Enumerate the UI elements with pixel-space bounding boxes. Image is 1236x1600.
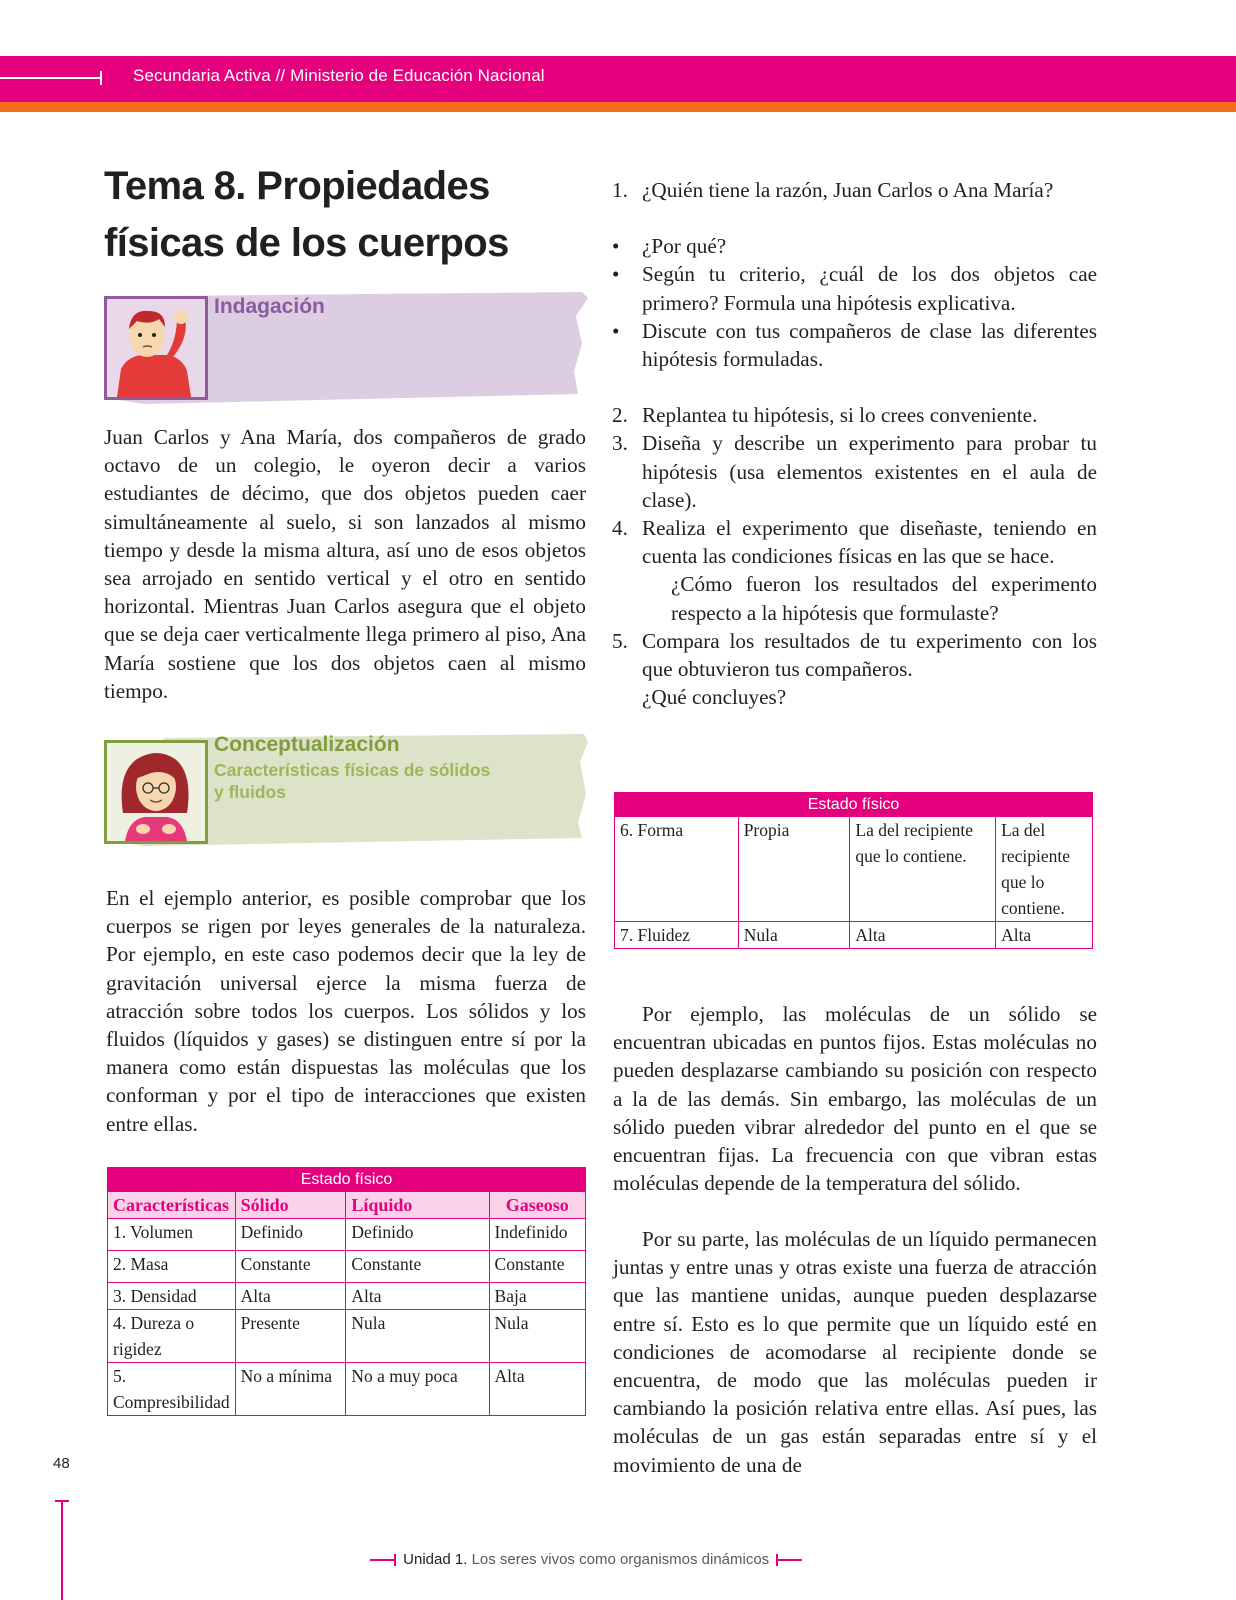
question-text: Diseña y describe un experimento para probar tu hipótesis (usa elementos existentes en el aula de clase). (642, 431, 1097, 512)
table-cell: Indefinido (489, 1219, 585, 1251)
indagacion-label: Indagación (214, 295, 325, 318)
footer-bar-right (778, 1559, 802, 1561)
table-row (108, 1219, 586, 1251)
table-cell: 5. Compresibilidad (108, 1363, 236, 1416)
question-5-followup: ¿Qué concluyes? (642, 685, 787, 710)
table-row (108, 1363, 586, 1416)
table1-header: Sólido (235, 1192, 346, 1219)
table1-header-row (108, 1192, 586, 1219)
question-3 (612, 429, 1097, 514)
footer-text: Los seres vivos como organismos dinámicos (471, 1551, 770, 1568)
table-cell: Constante (489, 1251, 585, 1283)
question-number: 2. (612, 403, 628, 428)
question-text: ¿Quién tiene la razón, Juan Carlos o Ana María? (642, 178, 1054, 202)
boy-thinking-illustration (104, 296, 208, 400)
table-cell: Alta (850, 922, 996, 949)
margin-line (61, 1500, 63, 1600)
header-tick (100, 71, 102, 85)
question-text: Realiza el experimento que diseñaste, teniendo en cuenta las condiciones físicas en las que se hace. (642, 516, 1097, 569)
table1-caption: Estado físico (108, 1168, 586, 1192)
table-cell: No a muy poca (346, 1363, 489, 1416)
table-cell: Constante (346, 1251, 489, 1283)
page-title (104, 158, 584, 272)
table-cell: Nula (489, 1310, 585, 1363)
indagacion-banner (104, 286, 588, 406)
right-paragraph-2: Por su parte, las moléculas de un líquido permanecen juntas y entre unas y otras existe una fuerza de atracción que las mantiene unidas, aunque pueden desplazarse entre sí. Esto es lo que permite que un líquido esté en condiciones de acomodarse al recipiente donde se encuentra, de modo que las moléculas pueden ir cambiando la posición relativa entre ellas. Así pues, las moléculas de un gas están separadas entre sí y el movimiento de una de (613, 1227, 1097, 1477)
girl-illustration (104, 740, 208, 844)
question-2 (612, 401, 1097, 429)
table2-caption: Estado físico (615, 793, 1093, 817)
bullet-icon: • (612, 318, 620, 343)
bullet-item (612, 260, 1097, 316)
table-cell: Nula (346, 1310, 489, 1363)
table-cell: 4. Dureza o rigidez (108, 1310, 236, 1363)
table-row (108, 1310, 586, 1363)
bullet-item (612, 317, 1097, 373)
table-cell: Constante (235, 1251, 346, 1283)
bullet-icon: • (612, 262, 620, 287)
question-number: 3. (612, 431, 628, 456)
title-line-1: Tema 8. Propiedades (104, 164, 490, 208)
subtitle-line-2: y fluidos (214, 782, 286, 802)
table1-header: Gaseoso (489, 1192, 585, 1219)
bullet-icon: • (612, 234, 620, 259)
page-number: 48 (53, 1455, 70, 1472)
concept-paragraph: En el ejemplo anterior, es posible comprobar que los cuerpos se rigen por leyes generales de la naturaleza. Por ejemplo, en este caso podemos decir que la ley de gravitación universal ejerce la misma fuerza de atracción sobre todos los cuerpos. Los sólidos y los fluidos (líquidos y gases) se distinguen entre sí por la manera como están dispuestas las moléculas que los conforman y por el tipo de interacciones que existen entre ellas. (106, 886, 586, 1136)
table-cell: Presente (235, 1310, 346, 1363)
table-cell: Nula (738, 922, 850, 949)
question-number: 1. (612, 178, 628, 202)
header-title: Secundaria Activa // Ministerio de Educación Nacional (133, 66, 545, 85)
footer-bar-left (370, 1559, 394, 1561)
boy-avatar-icon (107, 299, 205, 397)
table-cell: Baja (489, 1283, 585, 1310)
table-row (615, 922, 1093, 949)
question-5 (612, 627, 1097, 712)
table-cell: La del recipiente que lo contiene. (850, 817, 996, 922)
footer-unit: Unidad 1. (403, 1551, 468, 1568)
header-line (0, 77, 100, 79)
bullet-item (612, 232, 1097, 260)
state-table (614, 792, 1093, 949)
table-row (108, 1283, 586, 1310)
table-cell: 2. Masa (108, 1251, 236, 1283)
conceptualizacion-banner (104, 734, 588, 846)
header-stripe (0, 102, 1236, 112)
subtitle-line-1: Características físicas de sólidos (214, 760, 491, 780)
question-text: Compara los resultados de tu experimento con los que obtuvieron tus compañeros. (642, 628, 1097, 682)
table-cell: 3. Densidad (108, 1283, 236, 1310)
table-cell: Alta (346, 1283, 489, 1310)
properties-table (107, 1167, 586, 1416)
table-cell: Alta (996, 922, 1093, 949)
table-cell: Alta (489, 1363, 585, 1416)
intro-paragraph: Juan Carlos y Ana María, dos compañeros de grado octavo de un colegio, le oyeron decir a varios estudiantes de décimo, que dos objetos pueden caer simultáneamente al suelo, si son lanzados al mismo tiempo y desde la misma altura, así uno de esos objetos sea arrojado en sentido vertical y el otro en sentido horizontal. Mientras Juan Carlos asegura que el objeto que se deja caer verticalmente llega primero al piso, Ana María sostiene que los dos objetos caen al mismo tiempo. (104, 425, 586, 703)
question-number: 5. (612, 628, 628, 653)
table-cell: La del recipiente que lo contiene. (996, 817, 1093, 922)
question-text: Replantea tu hipótesis, si lo crees conveniente. (642, 403, 1038, 428)
bullet-text: Discute con tus compañeros de clase las diferentes hipótesis formuladas. (642, 318, 1097, 372)
table-row (108, 1251, 586, 1283)
table-cell: 1. Volumen (108, 1219, 236, 1251)
footer (370, 1551, 802, 1568)
question-4 (612, 514, 1097, 627)
table-cell: 6. Forma (615, 817, 739, 922)
title-line-2: físicas de los cuerpos (104, 221, 509, 265)
table-cell: Definido (235, 1219, 346, 1251)
table1-header: Características (108, 1192, 236, 1219)
table-cell: No a mínima (235, 1363, 346, 1416)
question-number: 4. (612, 516, 628, 541)
table-row (615, 817, 1093, 922)
conceptualizacion-label: Conceptualización (214, 733, 400, 756)
right-paragraph-1: Por ejemplo, las moléculas de un sólido se encuentran ubicadas en puntos fijos. Estas moléculas no pueden desplazarse cambiando su posición con respecto a la de las demás. Sin embargo, las moléculas de un sólido pueden vibrar alrededor del punto en el que se encuentran fijas. La frecuencia con que vibran estas moléculas depende de la temperatura del sólido. (613, 1002, 1097, 1196)
bullet-text: Según tu criterio, ¿cuál de los dos objetos cae primero? Formula una hipótesis explicativa. (642, 262, 1097, 315)
table1-header: Líquido (346, 1192, 489, 1219)
question-1 (612, 176, 1097, 204)
footer-tick-left (394, 1554, 396, 1566)
table-cell: Alta (235, 1283, 346, 1310)
table-cell: Definido (346, 1219, 489, 1251)
question-4-followup: ¿Cómo fueron los resultados del experimento respecto a la hipótesis que formulaste? (671, 572, 1097, 625)
conceptualizacion-subtitle (214, 759, 490, 803)
girl-avatar-icon (107, 743, 205, 841)
bullet-text: ¿Por qué? (642, 234, 727, 259)
table-cell: Propia (738, 817, 850, 922)
table-cell: 7. Fluidez (615, 922, 739, 949)
questions-list (612, 176, 1097, 711)
